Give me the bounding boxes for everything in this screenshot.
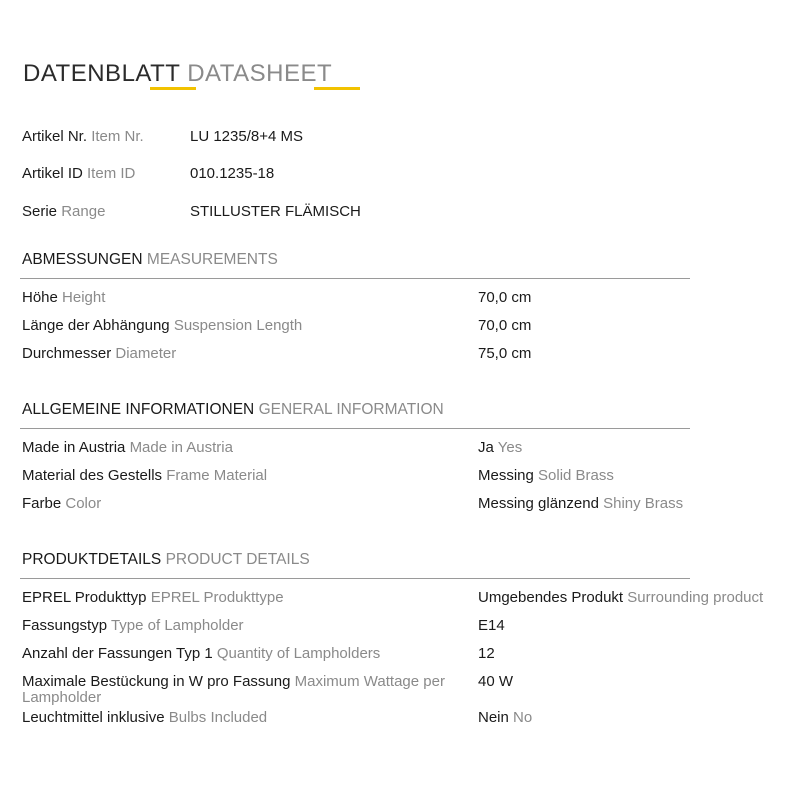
section-divider [20, 278, 690, 279]
item-id-label: Artikel ID Item ID [22, 165, 136, 182]
diameter-value: 75,0 cm [478, 345, 532, 362]
made-in-austria-label: Made in Austria Made in Austria [22, 439, 233, 456]
made-in-austria-value: Ja Yes [478, 439, 523, 456]
section-title-measurements: ABMESSUNGEN MEASUREMENTS [22, 251, 278, 268]
bulbs-included-value: Nein No [478, 709, 533, 726]
item-number-value: LU 1235/8+4 MS [190, 128, 303, 145]
title-english: DATASHEET [187, 60, 333, 87]
title-accent-underline [314, 87, 360, 90]
range-label: Serie Range [22, 203, 106, 220]
frame-material-value: Messing Solid Brass [478, 467, 614, 484]
lampholder-type-value: E14 [478, 617, 505, 634]
max-wattage-value: 40 W [478, 673, 514, 690]
height-value: 70,0 cm [478, 289, 532, 306]
diameter-label: Durchmesser Diameter [22, 345, 177, 362]
color-label: Farbe Color [22, 495, 102, 512]
eprel-product-type-value: Umgebendes Produkt Surrounding product [478, 589, 764, 606]
eprel-product-type-label: EPREL Produkttyp EPREL Produkttype [22, 589, 284, 606]
suspension-length-value: 70,0 cm [478, 317, 532, 334]
lampholder-quantity-label: Anzahl der Fassungen Typ 1 Quantity of Lampholders [22, 645, 381, 662]
title-german: DATENBLATT [23, 60, 181, 87]
suspension-length-label: Länge der Abhängung Suspension Length [22, 317, 303, 334]
page-title [23, 58, 332, 90]
lampholder-type-label: Fassungstyp Type of Lampholder [22, 617, 244, 634]
item-number-label: Artikel Nr. Item Nr. [22, 128, 144, 145]
section-divider [20, 578, 690, 579]
section-title-general-information: ALLGEMEINE INFORMATIONEN GENERAL INFORMATION [22, 401, 444, 418]
height-label: Höhe Height [22, 289, 106, 306]
lampholder-quantity-value: 12 [478, 645, 495, 662]
max-wattage-label: Maximale Bestückung in W pro Fassung Maximum Wattage per Lampholder [22, 673, 445, 706]
section-title-product-details: PRODUKTDETAILS PRODUCT DETAILS [22, 551, 310, 568]
frame-material-label: Material des Gestells Frame Material [22, 467, 268, 484]
section-divider [20, 428, 690, 429]
color-value: Messing glänzend Shiny Brass [478, 495, 684, 512]
item-id-value: 010.1235-18 [190, 165, 275, 182]
range-value: STILLUSTER FLÄMISCH [190, 203, 361, 220]
title-accent-underline [150, 87, 196, 90]
bulbs-included-label: Leuchtmittel inklusive Bulbs Included [22, 709, 268, 726]
